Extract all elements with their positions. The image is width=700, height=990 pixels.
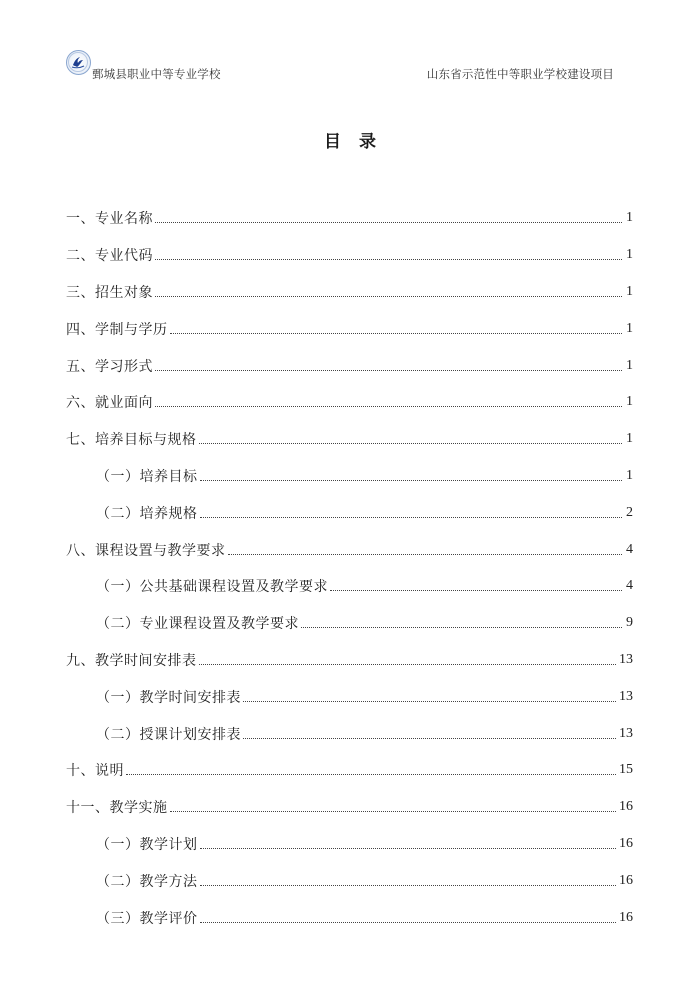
toc-subentry[interactable] <box>66 494 633 531</box>
toc-entry-page: 1 <box>626 320 633 336</box>
toc-entry-label: （一）教学时间安排表 <box>96 689 241 706</box>
toc-entry-page: 4 <box>626 541 633 557</box>
toc-entry[interactable] <box>66 531 633 568</box>
table-of-contents <box>66 200 633 936</box>
toc-entry-label: 六、就业面向 <box>66 395 153 412</box>
toc-entry[interactable] <box>66 310 633 347</box>
toc-entry-label: （二）专业课程设置及教学要求 <box>96 616 299 633</box>
toc-entry-page: 2 <box>626 504 633 520</box>
dot-leader <box>228 553 623 555</box>
toc-entry[interactable] <box>66 752 633 789</box>
toc-subentry[interactable] <box>66 862 633 899</box>
toc-entry-page: 1 <box>626 431 633 447</box>
project-name: 山东省示范性中等职业学校建设项目 <box>426 67 614 81</box>
dot-leader <box>155 369 622 371</box>
toc-subentry[interactable] <box>66 678 633 715</box>
dot-leader <box>200 884 617 886</box>
toc-entry-page: 1 <box>626 467 633 483</box>
toc-entry-page: 13 <box>619 651 633 667</box>
dot-leader <box>155 258 622 260</box>
toc-entry-label: （二）培养规格 <box>96 505 198 522</box>
toc-entry-page: 1 <box>626 210 633 226</box>
toc-entry-label: （一）公共基础课程设置及教学要求 <box>96 579 328 596</box>
dot-leader <box>301 626 622 628</box>
toc-entry[interactable] <box>66 200 633 237</box>
toc-entry-label: 十、说明 <box>66 763 124 780</box>
dot-leader <box>200 516 623 518</box>
toc-entry-label: （一）培养目标 <box>96 468 198 485</box>
page-title: 目录 <box>324 132 394 152</box>
page-header <box>66 50 636 84</box>
toc-entry-label: 二、专业代码 <box>66 248 153 265</box>
dot-leader <box>155 405 622 407</box>
dot-leader <box>200 921 617 923</box>
toc-entry-label: （一）教学计划 <box>96 836 198 853</box>
dot-leader <box>199 663 617 665</box>
dot-leader <box>126 773 616 775</box>
toc-subentry[interactable] <box>66 458 633 495</box>
toc-entry-label: 九、教学时间安排表 <box>66 652 197 669</box>
toc-entry-page: 16 <box>619 835 633 851</box>
toc-entry-page: 1 <box>626 247 633 263</box>
toc-entry-label: 八、课程设置与教学要求 <box>66 542 226 559</box>
school-name: 鄄城县职业中等专业学校 <box>92 67 221 81</box>
toc-entry-label: 四、学制与学历 <box>66 321 168 338</box>
toc-entry-label: （二）授课计划安排表 <box>96 726 241 743</box>
dot-leader <box>155 221 622 223</box>
toc-entry[interactable] <box>66 421 633 458</box>
toc-subentry[interactable] <box>66 826 633 863</box>
dot-leader <box>155 295 622 297</box>
toc-subentry[interactable] <box>66 568 633 605</box>
toc-entry-page: 15 <box>619 762 633 778</box>
toc-entry-page: 9 <box>626 615 633 631</box>
toc-entry-page: 13 <box>619 725 633 741</box>
dot-leader <box>200 479 623 481</box>
toc-entry-label: 七、培养目标与规格 <box>66 432 197 449</box>
dot-leader <box>200 847 617 849</box>
toc-entry-label: （三）教学评价 <box>96 910 198 927</box>
toc-entry[interactable] <box>66 347 633 384</box>
toc-entry[interactable] <box>66 789 633 826</box>
toc-entry-label: 十一、教学实施 <box>66 800 168 817</box>
toc-entry[interactable] <box>66 642 633 679</box>
dot-leader <box>243 737 616 739</box>
dot-leader <box>170 810 617 812</box>
toc-entry[interactable] <box>66 274 633 311</box>
toc-entry-page: 16 <box>619 799 633 815</box>
toc-subentry[interactable] <box>66 605 633 642</box>
toc-entry-label: 五、学习形式 <box>66 358 153 375</box>
dot-leader <box>199 442 623 444</box>
toc-entry[interactable] <box>66 237 633 274</box>
toc-subentry[interactable] <box>66 715 633 752</box>
toc-entry-page: 1 <box>626 394 633 410</box>
toc-entry-label: （二）教学方法 <box>96 873 198 890</box>
toc-entry-page: 13 <box>619 688 633 704</box>
toc-subentry[interactable] <box>66 899 633 936</box>
dot-leader <box>243 700 616 702</box>
toc-entry-page: 4 <box>626 578 633 594</box>
toc-entry-label: 三、招生对象 <box>66 284 153 301</box>
toc-entry-label: 一、专业名称 <box>66 211 153 228</box>
toc-entry-page: 1 <box>626 283 633 299</box>
toc-entry-page: 16 <box>619 872 633 888</box>
dot-leader <box>330 589 622 591</box>
dot-leader <box>170 332 623 334</box>
toc-entry[interactable] <box>66 384 633 421</box>
toc-entry-page: 1 <box>626 357 633 373</box>
toc-entry-page: 16 <box>619 909 633 925</box>
school-emblem-icon <box>66 50 91 75</box>
